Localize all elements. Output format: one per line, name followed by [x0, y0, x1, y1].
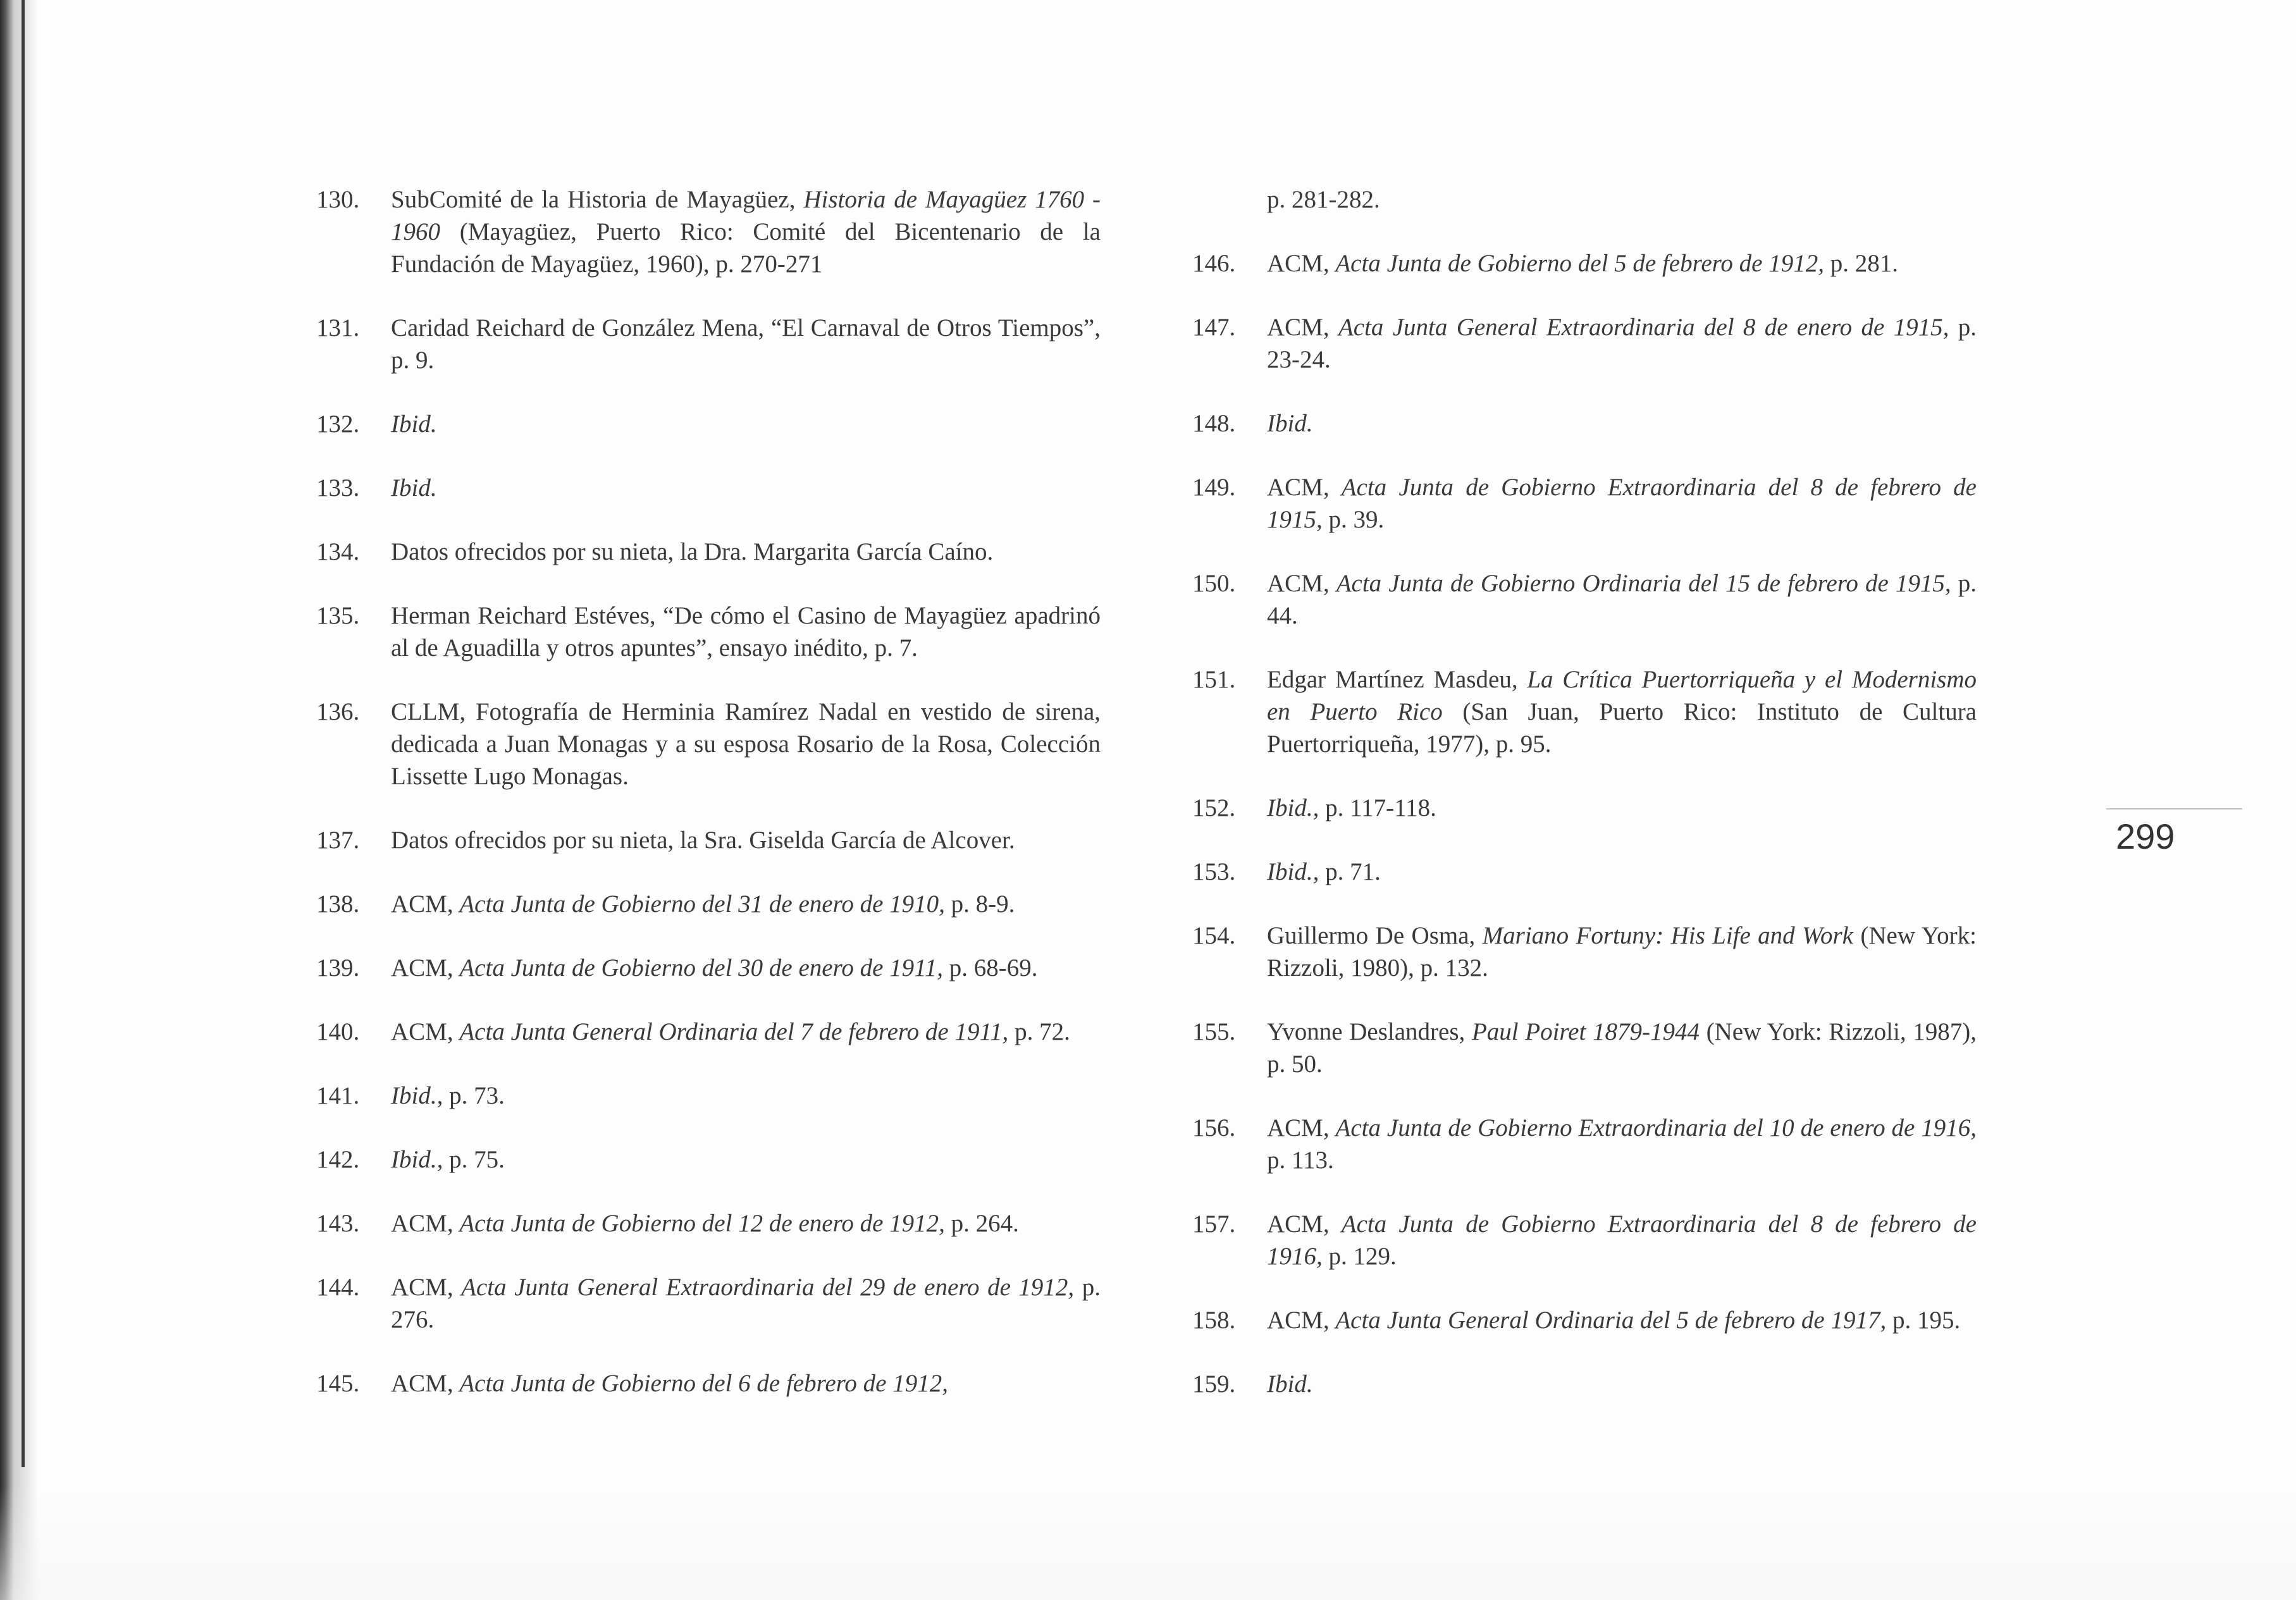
endnote-149	[1192, 471, 1977, 536]
endnote-number: 145.	[316, 1370, 360, 1397]
endnote-title-italic: Acta Junta General Extraordinaria del 29 de enero de 1912,	[461, 1274, 1075, 1301]
endnote-text	[391, 1143, 1101, 1176]
endnote-155	[1192, 1016, 1977, 1080]
endnote-130	[316, 183, 1101, 280]
endnote-text-segment: p. 73.	[443, 1082, 505, 1109]
endnote-number: 140.	[316, 1018, 360, 1045]
endnote-number: 147.	[1192, 314, 1236, 341]
endnote-text-segment: p. 195.	[1886, 1307, 1961, 1334]
endnote-text	[391, 1367, 1101, 1400]
page-binding-shadow	[0, 0, 38, 1600]
endnote-159	[1192, 1368, 1977, 1400]
endnote-number: 157.	[1192, 1210, 1236, 1238]
endnote-137	[316, 824, 1101, 856]
endnote-134	[316, 536, 1101, 568]
notes-column-right	[1192, 183, 1977, 1432]
endnote-text	[1267, 471, 1977, 536]
endnote-text-segment: Caridad Reichard de González Mena, “El Carnaval de Otros Tiempos”, p. 9.	[391, 314, 1101, 374]
endnote-number: 155.	[1192, 1018, 1236, 1045]
endnote-text-segment: Datos ofrecidos por su nieta, la Dra. Margarita García Caíno.	[391, 538, 994, 565]
endnote-text	[1267, 856, 1977, 888]
endnote-text-segment: ACM,	[391, 890, 460, 918]
endnote-141	[316, 1080, 1101, 1112]
endnote-number: 130.	[316, 186, 360, 213]
endnote-text-segment: ACM,	[391, 1274, 462, 1301]
endnote-text-segment: p. 75.	[443, 1146, 505, 1173]
endnote-text-segment: p. 23-24.	[1267, 314, 1977, 373]
endnote-text	[391, 1016, 1101, 1048]
endnote-132	[316, 408, 1101, 440]
endnote-title-italic: Acta Junta de Gobierno Extraordinaria del 8 de febrero de 1915,	[1267, 474, 1977, 533]
endnote-number: 138.	[316, 890, 360, 918]
endnote-text	[391, 1207, 1101, 1240]
endnote-text-segment: p. 129.	[1322, 1243, 1397, 1270]
endnote-131	[316, 312, 1101, 376]
endnote-142	[316, 1143, 1101, 1176]
endnote-text-segment: ACM,	[1267, 314, 1338, 341]
endnote-number: 143.	[316, 1210, 360, 1237]
endnote-title-italic: Acta Junta General Extraordinaria del 8 de enero de 1915,	[1338, 314, 1949, 341]
endnote-text-segment: p. 71.	[1319, 858, 1381, 885]
endnote-text	[391, 183, 1101, 280]
endnote-text	[1267, 792, 1977, 824]
endnote-text	[1267, 1304, 1977, 1336]
endnote-143	[316, 1207, 1101, 1240]
endnote-text-segment: ACM,	[391, 954, 460, 982]
endnote-number: 149.	[1192, 474, 1236, 501]
endnote-number: 142.	[316, 1146, 360, 1173]
endnote-text-segment: (New York: Rizzoli, 1987), p. 50.	[1267, 1018, 1977, 1078]
endnote-text-segment: p. 68-69.	[943, 954, 1038, 982]
endnote-number: 152.	[1192, 794, 1236, 822]
endnote-138	[316, 888, 1101, 920]
note-continuation: p. 281-282.	[1267, 186, 1380, 213]
endnote-number: 137.	[316, 827, 360, 854]
endnote-text-segment: (San Juan, Puerto Rico: Instituto de Cultura Puertorriqueña, 1977), p. 95.	[1267, 698, 1977, 758]
endnote-text	[1267, 311, 1977, 376]
endnote-text-segment: ACM,	[1267, 250, 1336, 277]
page-binding-edge	[22, 0, 25, 1467]
endnote-text-segment: Edgar Martínez Masdeu,	[1267, 666, 1528, 693]
endnote-number: 151.	[1192, 666, 1236, 693]
endnote-title-italic: Mariano Fortuny: His Life and Work	[1482, 922, 1853, 949]
endnote-title-italic: Acta Junta de Gobierno del 30 de enero de 1911,	[459, 954, 943, 982]
endnote-title-italic: Ibid.	[391, 474, 437, 502]
endnote-text	[391, 888, 1101, 920]
endnote-text	[1267, 407, 1977, 440]
page-number-rule	[2106, 808, 2242, 809]
endnote-text-segment: ACM,	[1267, 570, 1336, 597]
endnote-145	[316, 1367, 1101, 1400]
endnote-text-segment: p. 39.	[1322, 506, 1385, 533]
endnote-number: 148.	[1192, 410, 1236, 437]
endnote-text-segment: ACM,	[391, 1210, 460, 1237]
endnote-text	[391, 408, 1101, 440]
endnote-157	[1192, 1208, 1977, 1272]
endnote-140	[316, 1016, 1101, 1048]
endnote-number: 132.	[316, 410, 360, 438]
endnote-title-italic: Acta Junta de Gobierno Extraordinaria del 10 de enero de 1916,	[1335, 1114, 1977, 1142]
endnote-number: 150.	[1192, 570, 1236, 597]
endnote-title-italic: Historia de Mayagüez 1760 - 1960	[391, 186, 1101, 245]
endnote-number: 158.	[1192, 1307, 1236, 1334]
endnote-146	[1192, 247, 1977, 280]
endnote-156	[1192, 1112, 1977, 1176]
endnote-text-segment: Datos ofrecidos por su nieta, la Sra. Giselda García de Alcover.	[391, 827, 1015, 854]
page-bottom-shade	[0, 1486, 2296, 1600]
endnote-title-italic: Ibid.,	[391, 1082, 443, 1109]
endnote-title-italic: Ibid.	[391, 410, 437, 438]
endnote-text-segment: CLLM, Fotografía de Herminia Ramírez Nadal en vestido de sirena, dedicada a Juan Monagas y a su esposa Rosario de la Rosa, Colección Lissette Lugo Monagas.	[391, 698, 1101, 790]
endnote-text-segment: p. 113.	[1267, 1147, 1334, 1174]
endnote-number: 134.	[316, 538, 360, 565]
endnote-text-segment: p. 72.	[1008, 1018, 1070, 1045]
endnote-title-italic: Acta Junta de Gobierno del 31 de enero de 1910,	[459, 890, 945, 918]
endnote-133	[316, 472, 1101, 504]
endnote-title-italic: Ibid.,	[1267, 794, 1319, 822]
page-number: 299	[2116, 816, 2175, 856]
endnote-text	[1267, 920, 1977, 984]
endnote-text-segment: p. 117-118.	[1319, 794, 1436, 822]
endnote-title-italic: Acta Junta de Gobierno Ordinaria del 15 de febrero de 1915,	[1336, 570, 1951, 597]
endnote-text	[1267, 1368, 1977, 1400]
endnote-151	[1192, 663, 1977, 760]
endnote-title-italic: Acta Junta de Gobierno del 6 de febrero de 1912,	[459, 1370, 948, 1397]
endnote-135	[316, 600, 1101, 664]
endnote-title-italic: Acta Junta de Gobierno del 5 de febrero de 1912,	[1335, 250, 1824, 277]
endnote-text-segment: p. 281.	[1824, 250, 1898, 277]
endnote-title-italic: Ibid.,	[391, 1146, 443, 1173]
endnote-title-italic: Ibid.	[1267, 410, 1313, 437]
endnote-title-italic: Acta Junta de Gobierno Extraordinaria del 8 de febrero de 1916,	[1267, 1210, 1977, 1270]
endnote-title-italic: Acta Junta de Gobierno del 12 de enero de 1912,	[459, 1210, 945, 1237]
endnote-text	[1267, 567, 1977, 632]
endnote-158	[1192, 1304, 1977, 1336]
endnote-text-segment: Yvonne Deslandres,	[1267, 1018, 1472, 1045]
endnote-number: 133.	[316, 474, 360, 502]
endnote-153	[1192, 856, 1977, 888]
endnote-text-segment: p. 276.	[391, 1274, 1101, 1333]
endnote-title-italic: Acta Junta General Ordinaria del 5 de febrero de 1917,	[1335, 1307, 1887, 1334]
endnote-text	[1267, 1112, 1977, 1176]
endnote-number: 144.	[316, 1274, 360, 1301]
endnote-text	[391, 600, 1101, 664]
endnote-title-italic: Paul Poiret 1879-1944	[1471, 1018, 1700, 1045]
endnote-text-segment: Guillermo De Osma,	[1267, 922, 1483, 949]
endnote-number: 139.	[316, 954, 360, 982]
endnote-title-italic: Ibid.	[1267, 1370, 1313, 1398]
endnote-139	[316, 952, 1101, 984]
endnote-text	[391, 1271, 1101, 1336]
endnote-number: 135.	[316, 602, 360, 629]
endnote-text	[391, 472, 1101, 504]
endnote-text-segment: ACM,	[391, 1018, 460, 1045]
endnote-number: 156.	[1192, 1114, 1236, 1142]
endnote-text-segment: (New York: Rizzoli, 1980), p. 132.	[1267, 922, 1977, 982]
endnote-text-segment: Herman Reichard Estéves, “De cómo el Casino de Mayagüez apadrinó al de Aguadilla y otros apuntes”, ensayo inédito, p. 7.	[391, 602, 1101, 662]
endnote-text	[1267, 1208, 1977, 1272]
endnote-text	[1267, 1016, 1977, 1080]
endnote-text-segment: ACM,	[391, 1370, 460, 1397]
endnote-136	[316, 696, 1101, 792]
endnote-text-segment: p. 8-9.	[944, 890, 1015, 918]
endnote-text-segment: (Mayagüez, Puerto Rico: Comité del Bicentenario de la Fundación de Mayagüez, 1960), p. 270-271	[391, 218, 1101, 278]
endnote-title-italic: La Crítica Puertorriqueña y el Modernismo en Puerto Rico	[1267, 666, 1977, 725]
endnote-text-segment: SubComité de la Historia de Mayagüez,	[391, 186, 804, 213]
endnote-number: 154.	[1192, 922, 1236, 949]
endnote-154	[1192, 920, 1977, 984]
endnote-text-segment: ACM,	[1267, 1307, 1336, 1334]
endnote-number: 159.	[1192, 1370, 1236, 1398]
endnote-text	[391, 1080, 1101, 1112]
endnote-text	[1267, 247, 1977, 280]
endnote-number: 153.	[1192, 858, 1236, 885]
endnote-text	[1267, 663, 1977, 760]
endnote-148	[1192, 407, 1977, 440]
endnote-number: 131.	[316, 314, 360, 342]
endnote-number: 141.	[316, 1082, 360, 1109]
endnote-text-segment: p. 44.	[1267, 570, 1977, 629]
endnote-150	[1192, 567, 1977, 632]
endnote-text-segment: p. 264.	[944, 1210, 1019, 1237]
endnote-144	[316, 1271, 1101, 1336]
endnote-text-segment: ACM,	[1267, 474, 1342, 501]
endnote-text	[391, 952, 1101, 984]
endnote-147	[1192, 311, 1977, 376]
endnote-number: 136.	[316, 698, 360, 725]
endnote-text	[391, 536, 1101, 568]
endnote-text	[391, 824, 1101, 856]
endnote-title-italic: Ibid.,	[1267, 858, 1319, 885]
notes-column-left	[316, 183, 1101, 1431]
endnote-text-segment: ACM,	[1267, 1114, 1336, 1142]
endnote-text	[391, 696, 1101, 792]
endnote-text	[391, 312, 1101, 376]
endnote-number: 146.	[1192, 250, 1236, 277]
endnote-152	[1192, 792, 1977, 824]
endnote-text-segment: ACM,	[1267, 1210, 1342, 1238]
endnote-title-italic: Acta Junta General Ordinaria del 7 de febrero de 1911,	[459, 1018, 1009, 1045]
